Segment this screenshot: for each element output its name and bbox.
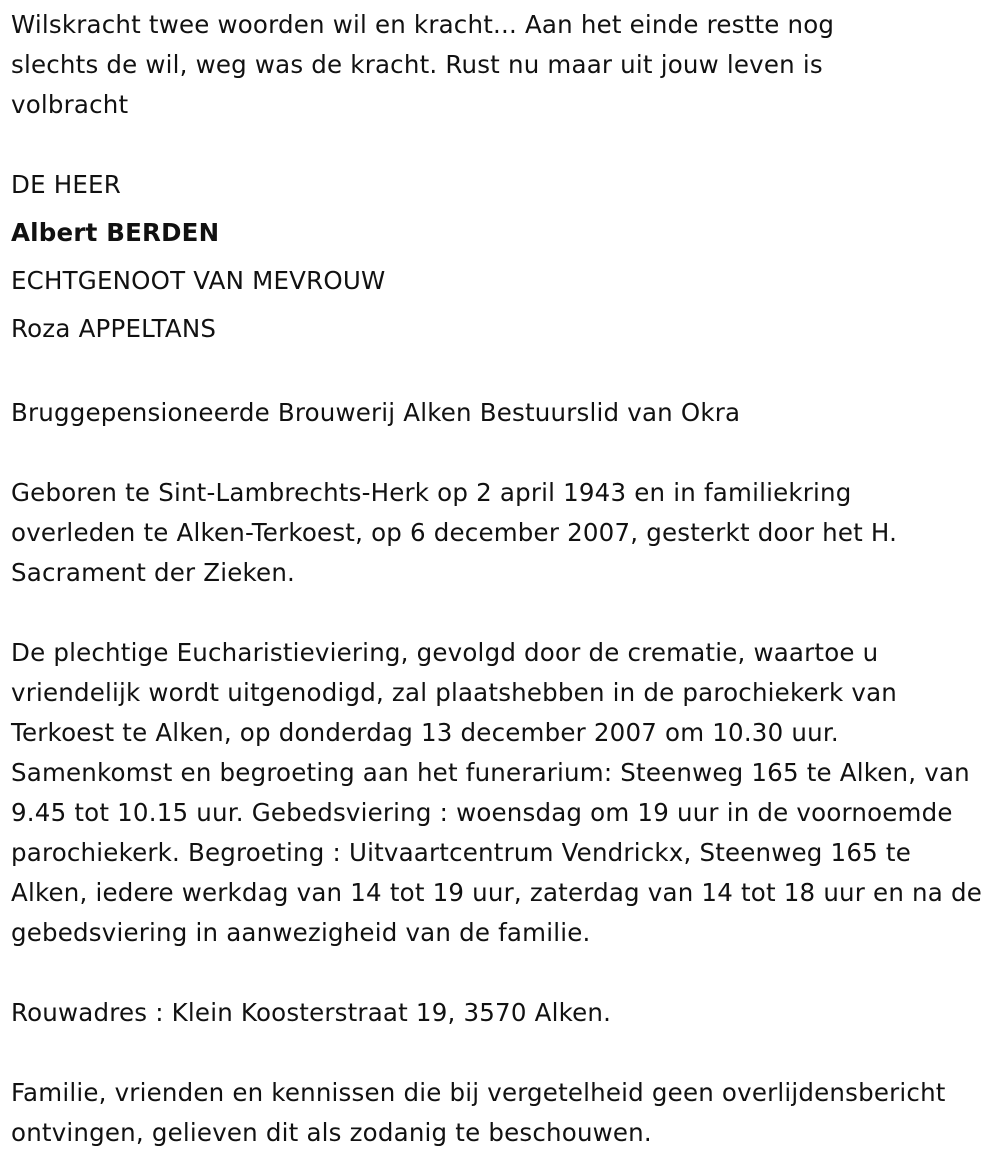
spacer <box>11 433 991 473</box>
honorific-title: DE HEER <box>11 170 121 199</box>
closing-text: Familie, vrienden en kennissen die bij vergetelheid geen overlijdensbericht ontvingen, gelieven dit als zodanig te beschouwen. <box>11 1078 946 1147</box>
name-block <box>11 161 991 353</box>
mourning-address: Rouwadres : Klein Koosterstraat 19, 3570 Alken. <box>11 998 612 1027</box>
birth-death-text: Geboren te Sint-Lambrechts-Herk op 2 april 1943 en in familiekring overleden te Alken-Terkoest, op 6 december 2007, gesterkt door het H. Sacrament der Zieken. <box>11 478 898 587</box>
spouse-name: Roza APPELTANS <box>11 314 217 343</box>
spacer <box>11 593 991 633</box>
opening-quote: Wilskracht twee woorden wil en kracht... Aan het einde restte nog slechts de wil, weg was de kracht. Rust nu maar uit jouw leven is volbracht <box>11 10 835 119</box>
relation-label: ECHTGENOOT VAN MEVROUW <box>11 266 386 295</box>
spacer <box>11 1033 991 1073</box>
ceremony-text: De plechtige Eucharistieviering, gevolgd door de crematie, waartoe u vriendelijk wordt uitgenodigd, zal plaatshebben in de parochiekerk van Terkoest te Alken, op donderdag 13 december 2007 om 10.30 uur. Samenkomst en begroeting aan het funerarium: Steenweg 165 te Alken, van 9.45 tot 10.15 uur. Gebedsviering : woensdag om 19 uur in de voornoemde parochiekerk. Begroeting : Uitvaartcentrum Vendrickx, Steenweg 165 te Alken, iedere werkdag van 14 tot 19 uur, zaterdag van 14 tot 18 uur en na de gebedsviering in aanwezigheid van de familie. <box>11 638 982 947</box>
obituary-document <box>11 5 991 1153</box>
spacer <box>11 125 991 165</box>
spacer <box>11 353 991 393</box>
deceased-name: Albert BERDEN <box>11 218 220 247</box>
spacer <box>11 953 991 993</box>
occupation-text: Bruggepensioneerde Brouwerij Alken Bestuurslid van Okra <box>11 398 741 427</box>
